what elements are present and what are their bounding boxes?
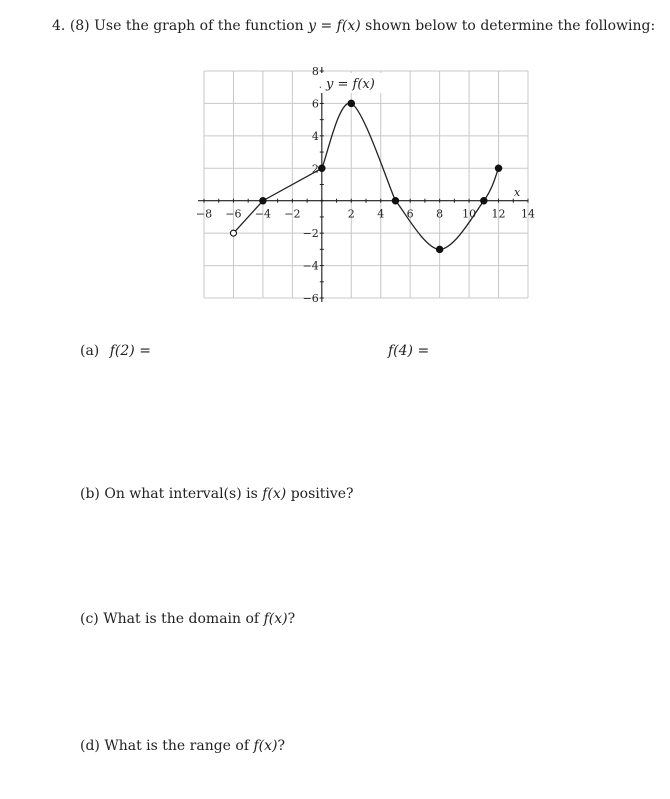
part-d xyxy=(80,738,285,754)
open-point xyxy=(230,230,236,236)
graph-axes xyxy=(195,67,528,302)
x-tick-label: 12 xyxy=(491,207,506,221)
part-d-label: (d) xyxy=(80,738,100,754)
part-a-label: (a) xyxy=(80,343,100,359)
part-a xyxy=(80,343,151,359)
part-b-text-end: positive? xyxy=(290,486,354,502)
graph-grid xyxy=(204,71,528,298)
x-tick-label: −6 xyxy=(225,207,242,221)
problem-number: 4. xyxy=(52,18,66,34)
y-tick-label: −6 xyxy=(302,292,319,305)
problem-text-pre: Use the graph of the function xyxy=(94,18,304,34)
y-tick-label: 2 xyxy=(311,162,319,176)
x-tick-label: −4 xyxy=(254,207,272,221)
problem-equation: y = f(x) xyxy=(308,18,361,34)
graph-tick-labels xyxy=(196,65,535,305)
part-d-func: f(x) xyxy=(253,738,278,754)
curve-segment xyxy=(322,103,396,201)
y-tick-label: −4 xyxy=(302,259,319,273)
x-tick-label: 14 xyxy=(521,207,535,221)
y-tick-label: 6 xyxy=(311,97,319,111)
x-tick-label: 4 xyxy=(377,207,385,221)
part-c-text-end: ? xyxy=(287,611,296,627)
closed-point xyxy=(319,165,325,171)
function-graph xyxy=(0,0,670,330)
part-c xyxy=(80,611,295,627)
x-axis-label: x xyxy=(514,186,521,199)
x-tick-label: −2 xyxy=(284,207,301,221)
graph-points xyxy=(230,100,501,252)
part-c-func: f(x) xyxy=(263,611,288,627)
closed-point xyxy=(495,165,501,171)
part-b-text: On what interval(s) is xyxy=(104,486,258,502)
part-b-label: (b) xyxy=(80,486,100,502)
closed-point xyxy=(260,198,266,204)
x-tick-label: 6 xyxy=(406,207,414,221)
part-a-expr2: f(4) = xyxy=(388,343,430,359)
closed-point xyxy=(436,246,442,252)
part-c-text: What is the domain of xyxy=(103,611,260,627)
closed-point xyxy=(481,198,487,204)
x-tick-label: 2 xyxy=(347,207,355,221)
part-d-text: What is the range of xyxy=(104,738,250,754)
closed-point xyxy=(392,198,398,204)
y-tick-label: 4 xyxy=(311,129,319,143)
graph-curve xyxy=(233,103,498,249)
x-tick-label: −8 xyxy=(195,207,213,221)
part-d-text-end: ? xyxy=(277,738,286,754)
closed-point xyxy=(348,100,354,106)
function-label: y = f(x) xyxy=(326,77,375,92)
problem-text-post: shown below to determine the following: xyxy=(365,18,656,34)
part-c-label: (c) xyxy=(80,611,99,627)
part-b-func: f(x) xyxy=(262,486,287,502)
y-tick-label: 8 xyxy=(311,65,319,78)
x-tick-label: 8 xyxy=(436,207,444,221)
y-tick-label: −2 xyxy=(302,227,319,241)
x-tick-label: 10 xyxy=(462,207,477,221)
part-a-expr1: f(2) = xyxy=(109,343,151,359)
part-b xyxy=(80,486,354,502)
problem-points: (8) xyxy=(69,18,90,34)
